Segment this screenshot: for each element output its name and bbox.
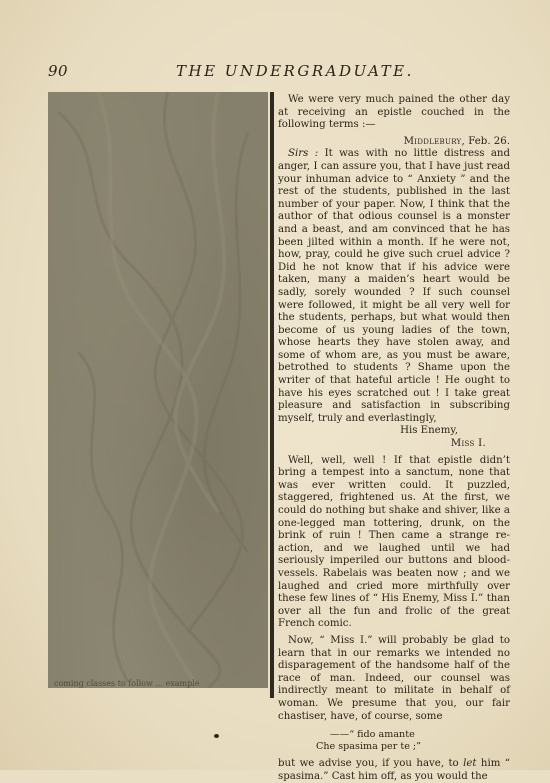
- signature-line-2: Miss I.: [450, 438, 486, 450]
- page-header: [48, 62, 518, 82]
- quote-line-2: Che spasima per te ;”: [316, 740, 422, 752]
- paragraph-3: Now, “ Miss I.” will probably be glad to learn that in our remarks we intended no disparagement of the handsome half of the race of man. Indeed, our counsel was indirectly meant to militate in behalf of woman. We presume that you, our fair chastiser, have, of course, some: [278, 634, 510, 722]
- italian-quote: [316, 729, 510, 752]
- column-divider: [270, 92, 274, 698]
- blur-texture: [48, 92, 268, 688]
- paragraph-4-end: him “ spasima.” Cast him off, as you would the: [278, 758, 511, 782]
- image-caption: coming classes to follow ... example: [54, 679, 200, 688]
- opening-paragraph: We were very much pained the other day at receiving an epistle couched in the following terms :—: [278, 94, 510, 131]
- salutation: Sirs :: [288, 148, 319, 160]
- ink-spot: [214, 734, 219, 738]
- paragraph-2: Well, well, well ! If that epistle didn’t bring a tempest into a sanctum, none that was ever written could. It puzzled, staggered, frightened us. At the first, we could do nothing but shake and shiver, like a one-legged man tottering, drunk, on the brink of ruin ! Then came a strange re-action, and we laughed until we had seriously imperiled our buttons and blood-vessels. Rabelais was beaten now ; and we laughed and cried more mirthfully over these few lines of “ His Enemy, Miss I.” than over all the fun and frolic of the great French comic.: [278, 454, 510, 630]
- letter-text: It was with no little distress and anger, I can assure you, that I have just read your inhuman advice to “ Anxiety ” and the rest of the students, published in the last number of your paper. Now, I think that the author of that odious counsel is a monster and a beast, and am convinced that he has been jilted within a month. If he were not, how, pray, could he give such cruel advice ? Did he not know that if his advice were taken, many a maiden’s heart would be sadly, sorely wounded ? If such counsel were followed, it might be all very well for the students, perhaps, but what would then become of us young ladies of the town, whose hearts they have stolen away, and some of whom are, as you must be aware, betrothed to students ? Shame upon the writer of that hateful article ! He ought to have his eyes scratched out ! I take great pleasure and satisfaction in subscribing myself, truly and everlastingly,: [278, 148, 510, 424]
- paragraph-4-start: but we advise you, if you have, to: [278, 758, 464, 770]
- page-number: 90: [48, 62, 69, 80]
- article-column: [278, 94, 510, 783]
- dateline-date: Feb. 26.: [465, 135, 510, 147]
- dateline: [278, 136, 510, 149]
- signature-line-1: His Enemy,: [400, 425, 458, 437]
- paragraph-4: [278, 758, 510, 783]
- quote-line-1: ——“ fido amante: [330, 729, 415, 741]
- blurred-image-panel: [48, 92, 268, 688]
- letter-body: [278, 148, 510, 425]
- dateline-place: Middlebury,: [403, 135, 466, 147]
- paragraph-4-emphasis: let: [463, 758, 477, 770]
- running-title: THE UNDERGRADUATE.: [176, 62, 414, 80]
